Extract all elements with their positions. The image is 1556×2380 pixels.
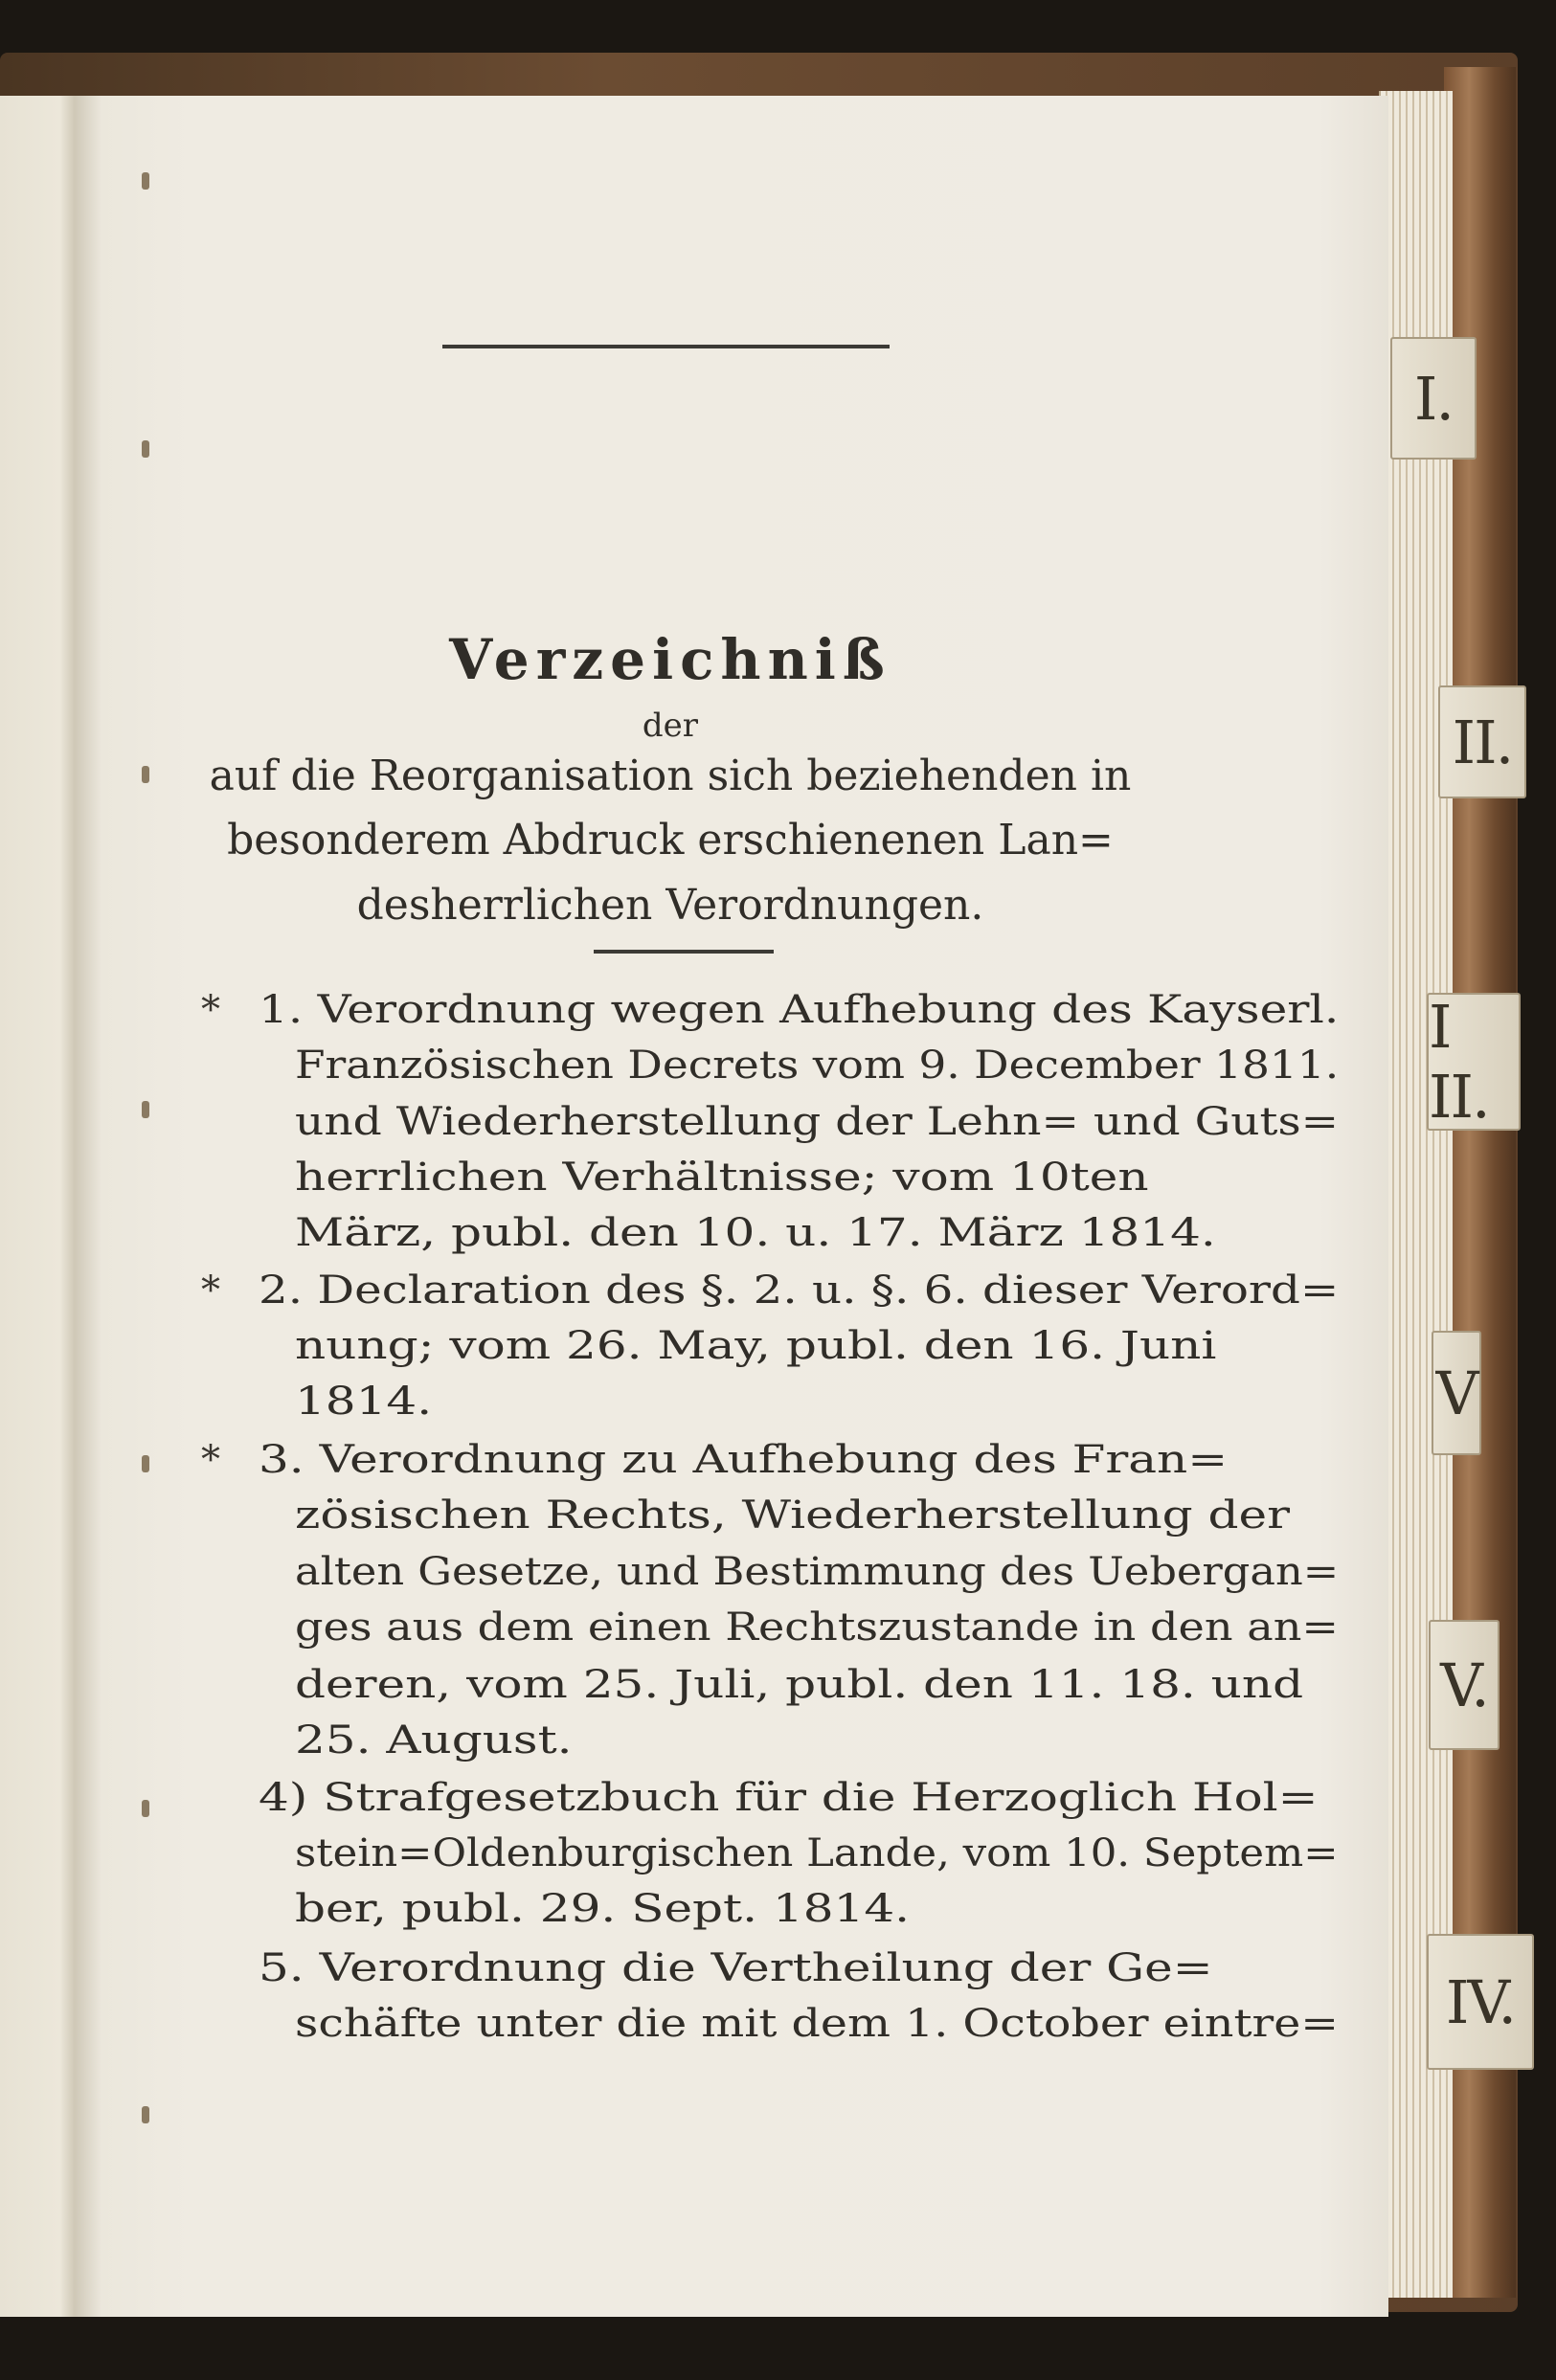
entry-text: alten Gesetze, und Bestimmung des Uebergan=	[295, 1550, 1340, 1594]
asterisk-marker: *	[201, 988, 220, 1032]
stitch-mark	[142, 440, 149, 458]
heading-line-1: auf die Reorganisation sich beziehenden in	[209, 752, 1132, 800]
entry-line	[0, 1656, 1556, 1714]
entry-text: 1. Verordnung wegen Aufhebung des Kayserl.	[259, 988, 1340, 1032]
entry-text: zösischen Rechts, Wiederherstellung der	[295, 1493, 1291, 1538]
entry-text: nung; vom 26. May, publ. den 16. Juni	[295, 1324, 1217, 1368]
entry-line	[0, 1599, 1556, 1656]
heading-line-3: desherrlichen Verordnungen.	[356, 881, 984, 930]
entry-text: ges aus dem einen Rechtszustande in den an=	[295, 1605, 1340, 1650]
stitch-mark	[142, 172, 149, 190]
entry-text: 3. Verordnung zu Aufhebung des Fran=	[259, 1438, 1229, 1482]
entry-line	[0, 1431, 1556, 1489]
entry-line	[0, 1037, 1556, 1094]
index-tab-3[interactable]: I II.	[1427, 993, 1521, 1131]
entry-text: deren, vom 25. Juli, publ. den 11. 18. und	[295, 1663, 1304, 1707]
entry-line	[0, 1149, 1556, 1206]
entry-text: Französischen Decrets vom 9. December 1811.	[295, 1044, 1340, 1088]
entry-line	[0, 1262, 1556, 1319]
index-tab-2[interactable]: II.	[1438, 685, 1526, 798]
heading-line-2: besonderem Abdruck erschienenen Lan=	[227, 816, 1114, 864]
entry-text: 5. Verordnung die Vertheilung der Ge=	[259, 1946, 1213, 1990]
entry-line	[0, 1712, 1556, 1769]
entry-text: 2. Declaration des §. 2. u. §. 6. dieser Verord=	[259, 1269, 1340, 1313]
asterisk-marker: *	[201, 1438, 220, 1482]
entry-line	[0, 1995, 1556, 2053]
subtitle-der: der	[642, 707, 699, 745]
entry-text: ber, publ. 29. Sept. 1814.	[295, 1887, 911, 1931]
entry-text: 4) Strafgesetzbuch für die Herzoglich Hol=	[259, 1776, 1319, 1820]
entry-line	[0, 981, 1556, 1039]
page-title: Verzeichniß	[449, 627, 891, 692]
entry-text: und Wiederherstellung der Lehn= und Guts=	[295, 1100, 1340, 1144]
index-tab-6[interactable]: IV.	[1427, 1934, 1534, 2070]
entry-line	[0, 1825, 1556, 1882]
entry-line	[0, 1487, 1556, 1544]
entry-line	[0, 1940, 1556, 1997]
entry-line	[0, 1204, 1556, 1262]
index-tab-1[interactable]: I.	[1390, 337, 1477, 460]
entry-line	[0, 1769, 1556, 1827]
entry-line	[0, 1317, 1556, 1375]
entry-text: stein=Oldenburgischen Lande, vom 10. Septem=	[295, 1831, 1339, 1875]
entry-text: schäfte unter die mit dem 1. October eintre=	[295, 2002, 1340, 2046]
top-rule	[442, 345, 890, 348]
stitch-mark	[142, 2106, 149, 2123]
entry-line	[0, 1093, 1556, 1151]
entry-text: herrlichen Verhältnisse; vom 10ten	[295, 1156, 1149, 1200]
entry-text: 1814.	[295, 1380, 433, 1424]
asterisk-marker: *	[201, 1269, 220, 1313]
index-tab-4[interactable]: V	[1432, 1331, 1481, 1455]
divider-rule	[594, 950, 774, 954]
index-tab-5[interactable]: V.	[1429, 1620, 1500, 1750]
stitch-mark	[142, 766, 149, 783]
entry-line	[0, 1543, 1556, 1601]
entry-text: 25. August.	[295, 1718, 573, 1763]
entry-text: März, publ. den 10. u. 17. März 1814.	[295, 1211, 1216, 1255]
entry-line	[0, 1373, 1556, 1430]
entry-line	[0, 1880, 1556, 1938]
